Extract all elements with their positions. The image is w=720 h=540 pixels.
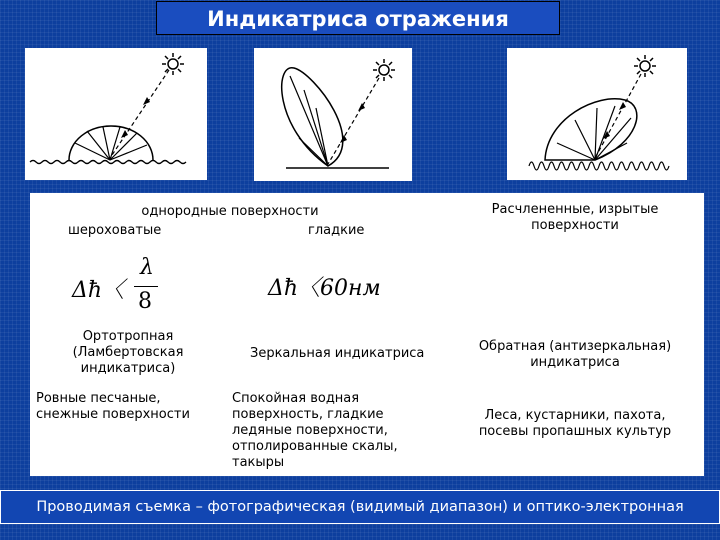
formula-rough-prefix: Δħ〈: [72, 278, 125, 303]
header-broken: Расчлененные, изрытые поверхности: [491, 202, 659, 233]
page-title: Индикатриса отражения: [156, 1, 560, 35]
diagram-lambertian: [25, 48, 207, 180]
type-rough: Ортотропная (Ламбертовская индикатриса): [72, 329, 184, 376]
formula-rough-denominator: 8: [138, 289, 152, 314]
diagram-antispecular: [507, 48, 687, 180]
formula-smooth: Δħ〈60нм: [268, 276, 381, 301]
header-smooth: гладкие: [308, 223, 365, 238]
example-broken: Леса, кустарники, пахота, посевы пропашных культур: [478, 408, 672, 439]
comparison-table: [30, 193, 704, 476]
formula-rough-numerator: λ: [140, 255, 154, 280]
formula-rough: [72, 255, 172, 325]
example-smooth: Спокойная водная поверхность, гладкие ледяные поверхности, отполированные скалы, такыры: [232, 391, 398, 470]
sun-icon: [162, 53, 184, 75]
header-homogeneous: однородные поверхности: [141, 204, 319, 219]
example-rough: Ровные песчаные, снежные поверхности: [36, 391, 190, 422]
header-rough: шероховатые: [68, 223, 162, 238]
type-smooth: Зеркальная индикатриса: [250, 346, 425, 361]
footer-banner: Проводимая съемка – фотографическая (видимый диапазон) и оптико-электронная: [0, 490, 720, 524]
sun-icon: [373, 59, 395, 81]
sun-icon: [634, 55, 656, 77]
type-broken: Обратная (антизеркальная) индикатриса: [478, 339, 672, 370]
fraction-bar: [134, 286, 158, 287]
diagram-specular: [254, 48, 412, 181]
